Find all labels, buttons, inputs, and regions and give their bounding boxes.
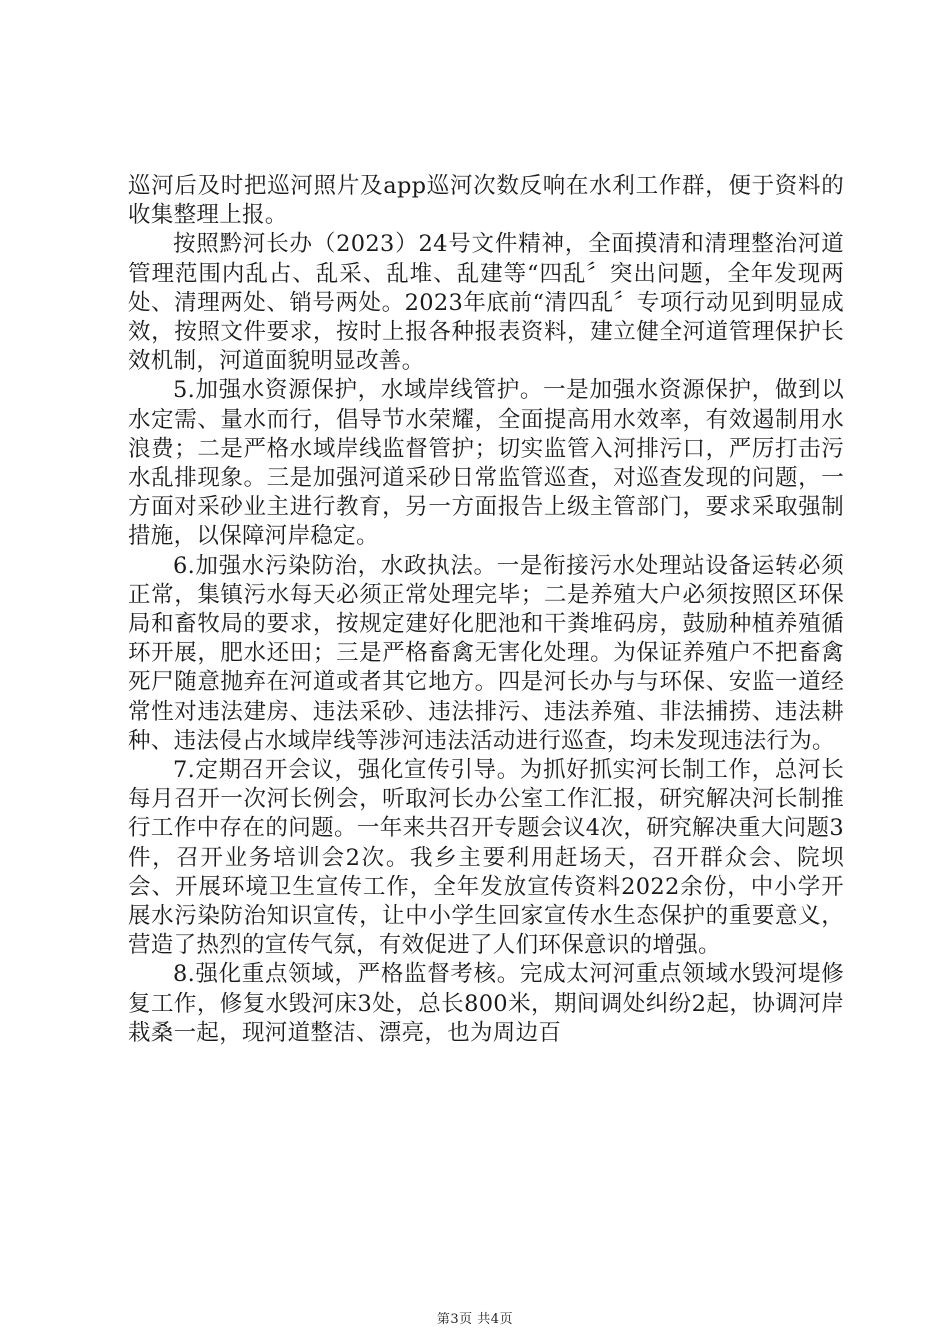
document-body — [128, 172, 844, 1048]
paragraph-item-8: 8.强化重点领域，严格监督考核。完成太河河重点领域水毁河堤修复工作，修复水毁河床3处，总长800米，期间调处纠纷2起，协调河岸栽桑一起，现河道整洁、漂亮，也为周边百 — [128, 961, 844, 1046]
paragraph-item-7: 7.定期召开会议，强化宣传引导。为抓好抓实河长制工作，总河长每月召开一次河长例会，听取河长办公室工作汇报，研究解决河长制推行工作中存在的问题。一年来共召开专题会议4次，研究解决重大问题3件，召开业务培训会2次。我乡主要利用赶场天，召开群众会、院坝会、开展环境卫生宣传工作，全年发放宣传资料2022余份，中小学开展水污染防治知识宣传，让中小学生回家宣传水生态保护的重要意义，营造了热烈的宣传气氛，有效促进了人们环保意识的增强。 — [128, 757, 844, 959]
paragraph-four-chaos: 按照黔河长办（2023）24号文件精神，全面摸清和清理整治河道管理范围内乱占、乱采、乱堆、乱建等“四乱〞突出问题，全年发现两处、清理两处、销号两处。2023年底前“清四乱〞专项行动见到明显成效，按照文件要求，按时上报各种报表资料，建立健全河道管理保护长效机制，河道面貌明显改善。 — [128, 231, 844, 375]
paragraph-item-6: 6.加强水污染防治，水政执法。一是衔接污水处理站设备运转必须正常，集镇污水每天必须正常处理完毕；二是养殖大户必须按照区环保局和畜牧局的要求，按规定建好化肥池和干粪堆码房，鼓励种植养殖循环开展，肥水还田；三是严格畜禽无害化处理。为保证养殖户不把畜禽死尸随意抛弃在河道或者其它地方。四是河长办与与环保、安监一道经常性对违法建房、违法采砂、违法排污、违法养殖、非法捕捞、违法耕种、违法侵占水域岸线等涉河违法活动进行巡查，均未发现违法行为。 — [128, 552, 844, 754]
page-number-footer: 第3页 共4页 — [436, 1312, 514, 1327]
paragraph-item-5: 5.加强水资源保护，水域岸线管护。一是加强水资源保护，做到以水定需、量水而行，倡导节水荣耀，全面提高用水效率，有效遏制用水浪费；二是严格水域岸线监督管护；切实监管入河排污口，严厉打击污水乱排现象。三是加强河道采砂日常监管巡查，对巡查发现的问题，一方面对采砂业主进行教育，另一方面报告上级主管部门，要求采取强制措施，以保障河岸稳定。 — [128, 377, 844, 550]
paragraph-continuation: 巡河后及时把巡河照片及app巡河次数反响在水利工作群，便于资料的收集整理上报。 — [128, 173, 844, 229]
